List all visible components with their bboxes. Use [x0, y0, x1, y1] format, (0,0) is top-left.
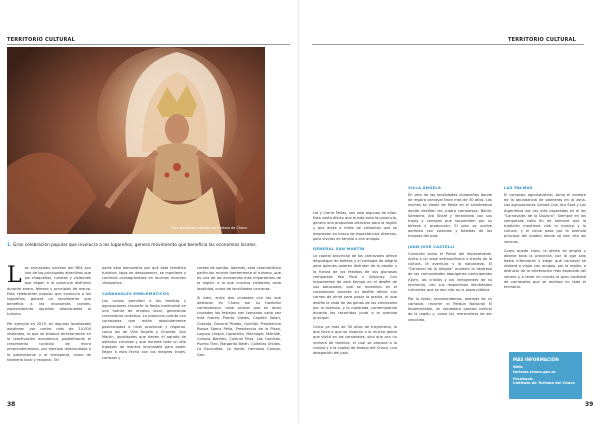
header-rule-right [312, 44, 584, 45]
subheading-las-palmas: LAS PALMAS [504, 185, 533, 190]
info-web-label: Web: [513, 365, 524, 369]
carnival-dancer-photo [7, 47, 265, 234]
caption-number: 1. [7, 243, 12, 248]
page-number-right: 39 [585, 401, 594, 408]
paragraph: Los corsos permiten a las familias y agrupaciones convertir la fiesta tradicional en una fuente de empleo local, generando crecimiento colectivo. La provincia cuenta con carnavales que están absolutamente posicionados a nivel provincial y regional, como los de Villa Ángela y Charata. San Martín, localidades que tienen el agrado de ostentar circuitos y que durante todo un año trabajan de manera incansable para poder llegar a esta fecha con los mejores trajes, carrozas y [102, 298, 186, 360]
left-column-1 [7, 263, 91, 367]
paragraph: Por lo tanto, recomendamos, además de su carnaval, recorrer el Parque Nacional El Impenetrable, un verdadero paraíso natural de la región y, como tal, merecedora de ser conocida. [408, 296, 492, 322]
info-facebook-link[interactable]: Instituto de Turismo del Chaco [513, 381, 575, 386]
info-web-link[interactable]: turismo.chaco.gov.ar [513, 369, 556, 374]
paragraph: Si bien, entre dos ciudades con las que destacan en Chaco por su tradición carnavalesca, cabe aclarar que en otras ciudades los festejos van tomando cada vez más fuerza: Puerto Vilelas, Capitán Solari, Charata, General Pinedo, Quitilipi, Presidencia Roque Sáenz Peña, Presidencia de la Plaza, Laguna Limpia, Lapachito, Machagai, Makallé, Colonia Benítez, Colonia Elisa, Las Garcitas, Puerto Tirol, Margarita Belén, Colonias Unidas, La Escondida, La Verde, Hermoso Campo, Gen- [197, 295, 281, 357]
paragraph: La capital provincial de los carnavales ofrece despliegue de belleza y el contagio de alegría para quienes quieren disfrutar de la pasión y la fuerza de los festejos de sus gloriosas comparsas Yasi Porá y Sapucay. Con importantes de este tiempo en el desfile de sus batucadas, que se muestran en el corsódromo durante su desfile oficial con carnes de pinta para pasar la previa, el que desfila la vista de las ganas de los carnavales por la avenida, y la mostrada, contemplando durante los recorridos junto a la avenida principal. [313, 254, 397, 320]
subheading-castelli: JUAN JOSÉ CASTELLI [408, 243, 455, 249]
photo-caption [7, 243, 282, 249]
photo-graphic [7, 47, 265, 234]
paragraph: Cerca ya más de 30 años de trayectoria, lo que lleva a que se inspiran a la mucha gente que visitó en los carnavales, sino que con un número de familias, el cual se prepara a la ciudad y a la capital de festejo del Chaco, una delegación del país. [313, 325, 397, 355]
info-facebook-label: Facebook: [513, 376, 534, 381]
section-tag-left: TERRITORIO CULTURAL [7, 37, 76, 43]
paragraph: Por ejemplo en 2019, en algunas localidades asistieron por noche más de 10.000 visitantes, lo que se traduce directamente en la reactivación económica, posibilitando el crecimiento turístico de micro emprendimientos, por ejemplo relacionados a la gastronomía y al transporte, como de hotelería local y regional. Tal [7, 321, 91, 362]
paragraph: El complejo agroindustrial, toma el nombre de la abundancia de palmeras en la zona. Las agrupaciones Cambá Cuá, Ara Sorá y Los Argentinos son las más esperadas en el los "Carnavales de la Dulzura". Siempre en las comparsas cada fin de semana que la tradición mantiene viva la música y la cultura, y el corso pasa por la avenida principal del pueblo donde se dan cita los vecinos. [504, 193, 586, 244]
left-column-3 [197, 266, 281, 362]
page-number-left: 38 [7, 401, 16, 408]
right-column-2 [408, 182, 492, 327]
caption-text: Gran celebración popular que involucra a los lugareños, genera movimiento que beneficia las economías locales. [13, 243, 258, 248]
left-column-2 [102, 266, 186, 365]
subheading-carnavales: CARNAVALES EMBLEMÁTICOS [102, 290, 170, 296]
right-column-3 [504, 182, 586, 294]
paragraph: coreos de samba. Además, esta característica particular mueve fuertemente el turismo, que es una de las economías más importantes de la región, a lo que muchos visitantes cada localidad, como de localidades cercanas. [197, 266, 281, 291]
paragraph: os carnavales sureños del NEA son uno de los principales atractivos que los chaqueños, turistas y visitantes que llegan a la provincia disfrutan durante enero, febrero y principios de marzo. Esta celebración popular que involucra a los lugareños, genera un movimiento que beneficia a las economías locales, especialmente aquellas relacionadas al turismo. [7, 266, 91, 317]
paragraph: cia y Cierro Pellas, son solo algunas de ellas. Esta vasta oferta que brinda toda la provincia, genera una propuesta atractiva para la región y que atrae a miles de visitantes que se desplazan en busca de espectáculos diversos, para vivirlas en familia o con amigos. [313, 211, 397, 241]
paragraph: Conocido como el Portal del Impenetrable, invita a un viaje extraordinario a través de la cultura, la aventura y la naturaleza. El "Carnaval de la Alegría" muestra la destreza de las comunidades aborígenes participantes (Qom, los criollos y los inmigrantes de su territorio), con sus respectivas identidades culturales que se dan cita en la plaza pública. [408, 251, 492, 292]
drop-cap: L [7, 263, 22, 288]
header-rule-left [7, 44, 290, 45]
more-info-box [509, 352, 582, 399]
photo-credit: Foto gentileza Instituto de Turismo de Chaco [171, 226, 247, 230]
paragraph: En otra de las localidades chaqueñas donde se respira carnaval hace más de 30 años. Las noches se visten de fiesta en el corsódromo donde desfilan las cuatro comparsas: Bahía, Sambera, Ará Sharé y Verantiana con sus trajes y carrozas que sorprenden por su belleza y producción. El plan se vuelve perfecto con comidas y bebidas de las mejores del país. [408, 193, 492, 239]
right-column-1 [313, 211, 397, 360]
paragraph: Como queda claro, la oferta es amplia y abarca toda la provincia, por lo que solo basta informarse y elegir qué carnaval se visitará a viajar con amigos, por la región, a disfrutar de la celebración más esperada del verano y a tener en cuenta la gran cantidad de carnavales que se realizan en todo el territorio. [504, 248, 586, 289]
section-tag-right: TERRITORIO CULTURAL [508, 37, 577, 43]
subheading-villa-angela: VILLA ÁNGELA [408, 185, 442, 190]
paragraph: parte esto demuestra por qué esta temática turística, lejos de desaparecer, se mantiene y continúa consagrándose en muchos rincones chaqueños. [102, 266, 186, 286]
subheading-san-martin: GENERAL SAN MARTÍN [313, 245, 365, 251]
info-title: MÁS INFORMACIÓN [513, 357, 559, 362]
